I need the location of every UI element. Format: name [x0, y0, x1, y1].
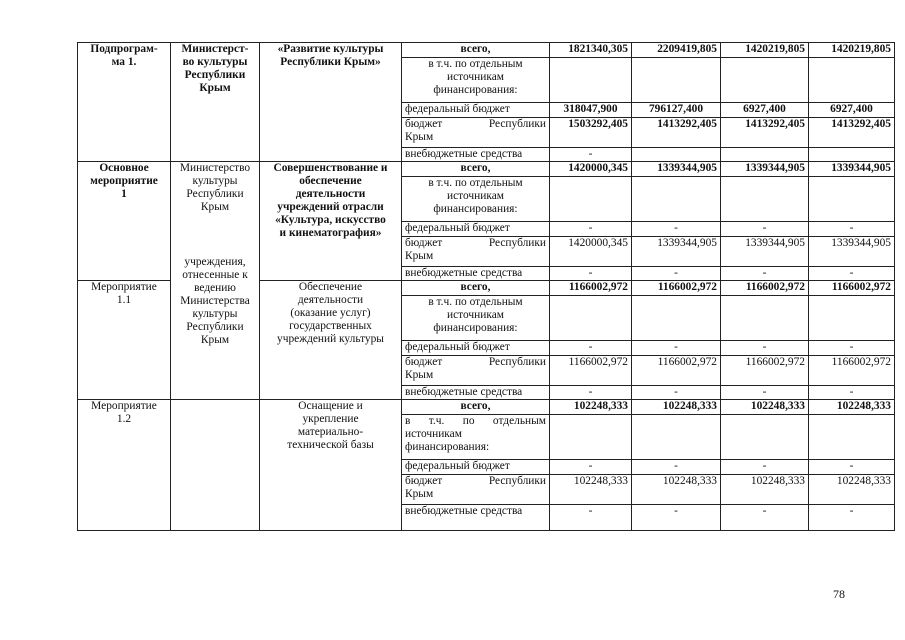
subprogram-executor: Министерст- во культуры Республики Крым — [171, 43, 260, 162]
value-cell: 102248,333 — [721, 475, 809, 505]
source-incl-line: источникам — [447, 309, 504, 321]
value-cell: 102248,333 — [550, 400, 632, 415]
empty-cell — [171, 400, 260, 531]
source-incl-line: финансирования: — [433, 84, 518, 96]
value-cell: 1166002,972 — [809, 281, 895, 296]
source-incl-word: отдельным — [492, 415, 546, 427]
empty-cell — [550, 296, 632, 341]
source-offbudget: внебюджетные средства — [402, 267, 550, 281]
value-cell: - — [809, 460, 895, 475]
source-incl-line: в т.ч. по отдельным — [428, 177, 523, 189]
value-cell: - — [632, 386, 721, 400]
empty-cell — [809, 58, 895, 103]
source-republic-word: Республики — [488, 356, 546, 368]
empty-cell — [809, 415, 895, 460]
source-republic-word: бюджет — [405, 356, 443, 368]
value-cell: 318047,900 — [550, 103, 632, 118]
source-republic-word: Крым — [405, 131, 434, 143]
value-cell: 1503292,405 — [550, 118, 632, 148]
value-cell: 6927,400 — [721, 103, 809, 118]
value-cell: 102248,333 — [809, 475, 895, 505]
empty-cell — [632, 296, 721, 341]
empty-cell — [809, 148, 895, 162]
value-cell: - — [550, 222, 632, 237]
value-cell: 1166002,972 — [809, 356, 895, 386]
value-cell: - — [550, 148, 632, 162]
empty-cell — [632, 415, 721, 460]
source-republic — [402, 475, 550, 505]
value-cell: 2209419,805 — [632, 43, 721, 58]
value-cell: 102248,333 — [632, 475, 721, 505]
source-total: всего, — [402, 400, 550, 415]
value-cell: - — [632, 505, 721, 531]
source-total: всего, — [402, 281, 550, 296]
page-number: 78 — [833, 587, 845, 601]
source-incl-word: т.ч. — [428, 415, 445, 427]
value-cell: 1166002,972 — [632, 281, 721, 296]
executor-cell — [171, 162, 260, 400]
value-cell: - — [632, 267, 721, 281]
source-republic — [402, 237, 550, 267]
value-cell: 1339344,905 — [632, 162, 721, 177]
source-republic-word: Республики — [488, 237, 546, 249]
source-republic-word: Крым — [405, 369, 434, 381]
value-cell: 1420219,805 — [721, 43, 809, 58]
value-cell: - — [809, 341, 895, 356]
value-cell: 102248,333 — [721, 400, 809, 415]
value-cell: - — [632, 222, 721, 237]
value-cell: 1166002,972 — [721, 281, 809, 296]
source-offbudget: внебюджетные средства — [402, 148, 550, 162]
value-cell: 1413292,405 — [632, 118, 721, 148]
source-republic-word: бюджет — [405, 237, 443, 249]
value-cell: 1413292,405 — [809, 118, 895, 148]
value-cell: 1420000,345 — [550, 162, 632, 177]
source-federal: федеральный бюджет — [402, 460, 550, 475]
source-total: всего, — [402, 43, 550, 58]
empty-cell — [550, 58, 632, 103]
value-cell: - — [721, 386, 809, 400]
budget-table — [77, 42, 895, 531]
source-incl-line: в т.ч. по отдельным — [428, 58, 523, 70]
subprogram-name: «Развитие культуры Республики Крым» — [260, 43, 402, 162]
source-incl — [402, 58, 550, 103]
value-cell: 1339344,905 — [809, 162, 895, 177]
empty-cell — [721, 415, 809, 460]
value-cell: 1166002,972 — [550, 281, 632, 296]
value-cell: - — [632, 341, 721, 356]
empty-cell — [550, 177, 632, 222]
value-cell: - — [721, 222, 809, 237]
source-incl-line: финансирования: — [433, 203, 518, 215]
value-cell: 1413292,405 — [721, 118, 809, 148]
source-total: всего, — [402, 162, 550, 177]
value-cell: 102248,333 — [632, 400, 721, 415]
value-cell: 102248,333 — [550, 475, 632, 505]
source-incl-line: финансирования: — [405, 441, 490, 453]
main-activity-code: Основное мероприятие 1 — [78, 162, 171, 281]
empty-cell — [632, 148, 721, 162]
source-republic-word: Крым — [405, 488, 434, 500]
source-offbudget: внебюджетные средства — [402, 386, 550, 400]
source-incl — [402, 415, 550, 460]
value-cell: 102248,333 — [809, 400, 895, 415]
value-cell: - — [632, 460, 721, 475]
source-republic — [402, 356, 550, 386]
activity-1-2-name: Оснащение и укрепление материально- технической базы — [260, 400, 402, 531]
source-incl — [402, 296, 550, 341]
value-cell: - — [550, 267, 632, 281]
value-cell: 1166002,972 — [721, 356, 809, 386]
empty-cell — [632, 177, 721, 222]
main-activity-executor: Министерство культуры Республики Крым — [179, 162, 251, 213]
source-republic-word: Республики — [488, 475, 546, 487]
value-cell: - — [721, 341, 809, 356]
source-incl-line: источникам — [405, 428, 462, 440]
empty-cell — [721, 148, 809, 162]
empty-cell — [809, 177, 895, 222]
value-cell: 6927,400 — [809, 103, 895, 118]
value-cell: - — [550, 505, 632, 531]
source-incl-line: в т.ч. по отдельным — [428, 296, 523, 308]
value-cell: - — [550, 386, 632, 400]
source-federal: федеральный бюджет — [402, 222, 550, 237]
value-cell: - — [550, 460, 632, 475]
value-cell: 1166002,972 — [550, 356, 632, 386]
activity-1-1-name: Обеспечение деятельности (оказание услуг) государственных учреждений культуры — [260, 281, 402, 400]
subprogram-code: Подпрограм- ма 1. — [78, 43, 171, 162]
value-cell: - — [809, 386, 895, 400]
source-incl-line: финансирования: — [433, 322, 518, 334]
empty-cell — [550, 415, 632, 460]
value-cell: 1339344,905 — [809, 237, 895, 267]
value-cell: - — [721, 505, 809, 531]
value-cell: - — [550, 341, 632, 356]
value-cell: - — [721, 460, 809, 475]
value-cell: - — [721, 267, 809, 281]
activity-1-1-code: Мероприятие 1.1 — [78, 281, 171, 400]
source-incl-line: источникам — [447, 71, 504, 83]
source-incl-line: источникам — [447, 190, 504, 202]
source-republic — [402, 118, 550, 148]
value-cell: - — [809, 505, 895, 531]
value-cell: 1420219,805 — [809, 43, 895, 58]
value-cell: - — [809, 267, 895, 281]
activity-1-2-code: Мероприятие 1.2 — [78, 400, 171, 531]
main-activity-name: Совершенствование и обеспечение деятельности учреждений отрасли «Культура, искусство и кинематография» — [260, 162, 402, 281]
activity-executor: учреждения, отнесенные к ведению Министерства культуры Республики Крым — [180, 256, 250, 346]
value-cell: 1420000,345 — [550, 237, 632, 267]
value-cell: 1339344,905 — [721, 237, 809, 267]
value-cell: 1166002,972 — [632, 356, 721, 386]
empty-cell — [721, 296, 809, 341]
empty-cell — [721, 177, 809, 222]
source-offbudget: внебюджетные средства — [402, 505, 550, 531]
value-cell: 1339344,905 — [721, 162, 809, 177]
empty-cell — [721, 58, 809, 103]
value-cell: - — [809, 222, 895, 237]
value-cell: 1339344,905 — [632, 237, 721, 267]
value-cell: 796127,400 — [632, 103, 721, 118]
source-republic-word: Республики — [488, 118, 546, 130]
value-cell: 1821340,305 — [550, 43, 632, 58]
source-incl — [402, 177, 550, 222]
source-incl-word: в — [405, 415, 411, 427]
empty-cell — [632, 58, 721, 103]
empty-cell — [809, 296, 895, 341]
source-federal: федеральный бюджет — [402, 341, 550, 356]
source-incl-word: по — [462, 415, 475, 427]
source-republic-word: бюджет — [405, 475, 443, 487]
source-federal: федеральный бюджет — [402, 103, 550, 118]
source-republic-word: бюджет — [405, 118, 443, 130]
source-republic-word: Крым — [405, 250, 434, 262]
